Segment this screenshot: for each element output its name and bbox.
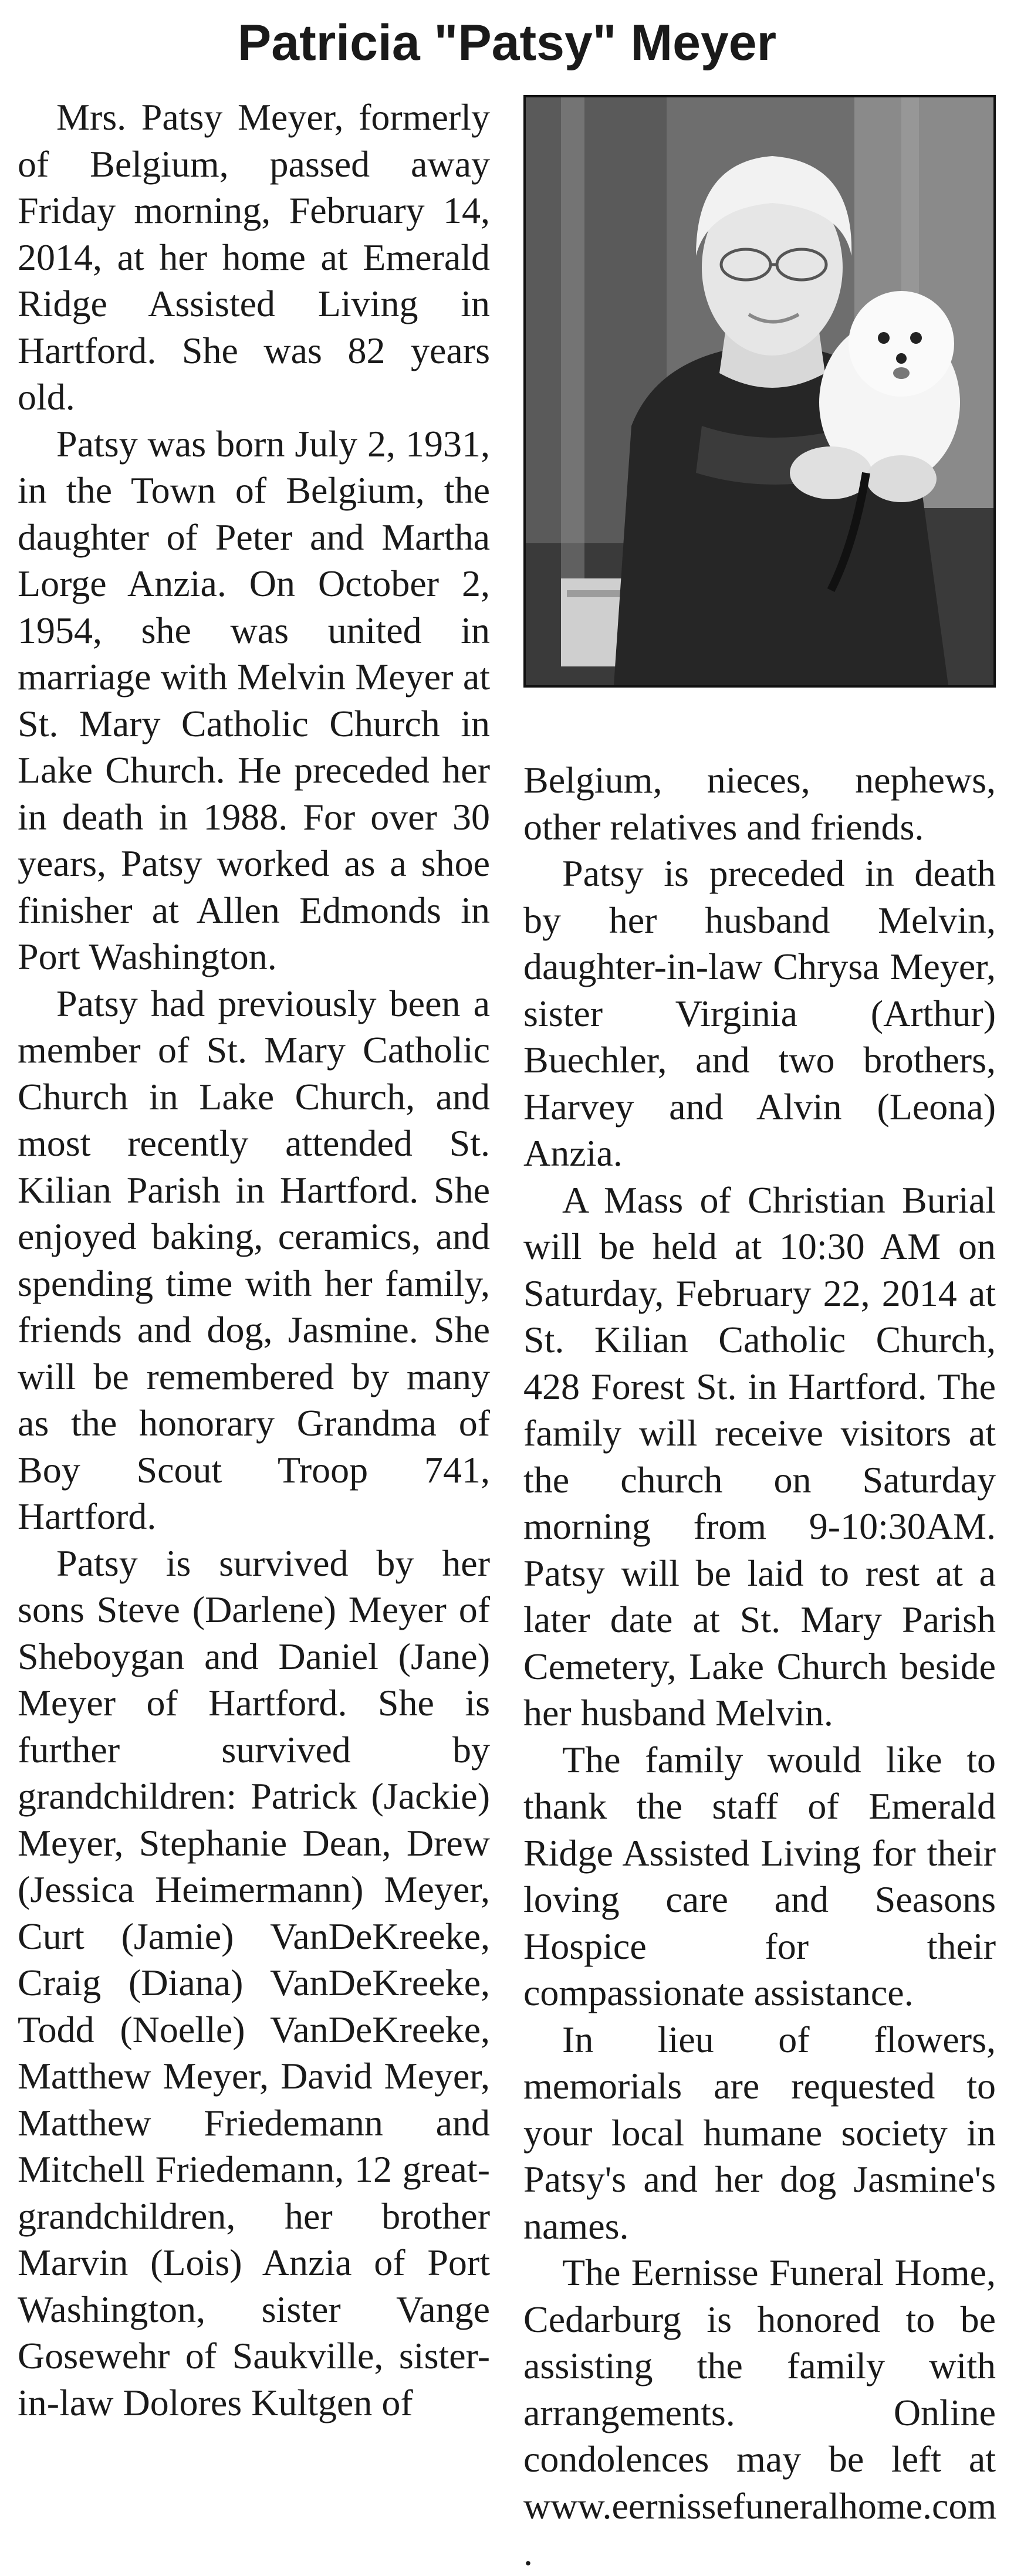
obituary-paragraph: In lieu of flowers, memorials are requested to your local humane society in Patsy's and her dog Jasmine's names. [523, 2018, 996, 2247]
obituary-title: Patricia "Patsy" Meyer [237, 15, 777, 71]
right-column [523, 757, 996, 2576]
portrait-photo [523, 95, 996, 688]
obituary-paragraph: The family would like to thank the staff of Emerald Ridge Assisted Living for their loving care and Seasons Hospice for their compassionate assistance. [523, 1738, 996, 2013]
obituary-paragraph-continued: Belgium, nieces, nephews, other relatives and friends. [523, 759, 996, 848]
obituary-paragraph: Patsy is preceded in death by her husband Melvin, daughter-in-law Chrysa Meyer, sister Virginia (Arthur) Buechler, and two brothers, Harvey and Alvin (Leona) Anzia. [523, 852, 996, 1174]
obituary-paragraph: The Eernisse Funeral Home, Cedarburg is honored to be assisting the family with arrangements. Online condolences may be left at www.eernissefuneralhome.com . [523, 2252, 997, 2573]
obituary-paragraph: Patsy is survived by her sons Steve (Darlene) Meyer of Sheboygan and Daniel (Jane) Meyer of Hartford. She is further survived by grandchildren: Patrick (Jackie) Meyer, Stephanie Dean, Drew (Jessica Heimermann) Meyer, Curt (Jamie) VanDeKreeke, Craig (Diana) VanDeKreeke, Todd (Noelle) VanDeKreeke, Matthew Meyer, David Meyer, Matthew Friedemann and Mitchell Friedemann, 12 great-grandchildren, her brother Marvin (Lois) Anzia of Port Washington, sister Vange Gosewehr of Saukville, sister-in-law Dolores Kultgen of [18, 1542, 490, 2423]
left-column [18, 94, 490, 2426]
portrait-photo-image [526, 97, 993, 685]
obituary-paragraph: Mrs. Patsy Meyer, formerly of Belgium, passed away Friday morning, February 14, 2014, at her home at Emerald Ridge Assisted Living in Hartford. She was 82 years old. [18, 96, 490, 418]
obituary-paragraph: Patsy was born July 2, 1931, in the Town of Belgium, the daughter of Peter and Martha Lorge Anzia. On October 2, 1954, she was united in marriage with Melvin Meyer at St. Mary Catholic Church in Lake Church. He preceded her in death in 1988. For over 30 years, Patsy worked as a shoe finisher at Allen Edmonds in Port Washington. [18, 422, 490, 977]
obituary-paragraph: Patsy had previously been a member of St. Mary Catholic Church in Lake Church, and most recently attended St. Kilian Parish in Hartford. She enjoyed baking, ceramics, and spending time with her family, friends and dog, Jasmine. She will be remembered by many as the honorary Grandma of Boy Scout Troop 741, Hartford. [18, 982, 490, 1537]
obituary-paragraph: A Mass of Christian Burial will be held at 10:30 AM on Saturday, February 22, 2014 at St. Kilian Catholic Church, 428 Forest St. in Hartford. The family will receive visitors at the church on Saturday morning from 9-10:30AM. Patsy will be laid to rest at a later date at St. Mary Parish Cemetery, Lake Church beside her husband Melvin. [523, 1179, 996, 1734]
